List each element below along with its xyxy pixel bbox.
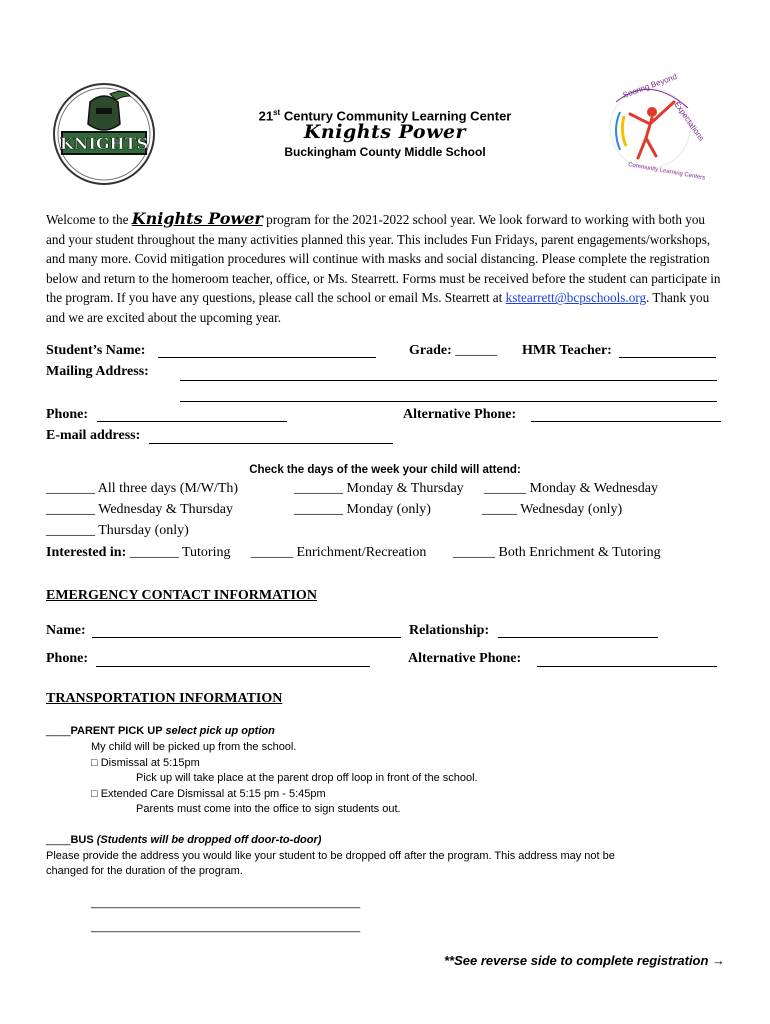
brand-inline: Knights Power (131, 209, 263, 228)
reverse-side-note: **See reverse side to complete registration → (444, 953, 726, 968)
transportation-heading: TRANSPORTATION INFORMATION (46, 691, 283, 706)
svg-text:Soaring Beyond: Soaring Beyond (621, 72, 679, 100)
emergency-alt-phone-field[interactable] (537, 666, 717, 667)
emergency-phone-field[interactable] (96, 666, 370, 667)
days-heading: Check the days of the week your child will attend: (249, 464, 521, 476)
pickup-option-dismissal-desc: Pick up will take place at the parent drop off loop in front of the school. (136, 772, 478, 784)
email-label: E-mail address: (46, 428, 141, 443)
alt-phone-label: Alternative Phone: (403, 407, 517, 422)
pickup-option-extended-care-desc: Parents must come into the office to sign students out. (136, 803, 401, 815)
interest-tutoring[interactable]: _______ Tutoring (126, 545, 231, 560)
bus-address-line-1[interactable]: ____________________________________________ (91, 897, 361, 909)
school-name: Buckingham County Middle School (284, 145, 486, 159)
option-monday-thursday[interactable]: _______ Monday & Thursday (294, 481, 464, 496)
email-field[interactable] (149, 443, 393, 444)
bus-instructions-2: changed for the duration of the program. (46, 865, 243, 877)
svg-text:Expectations: Expectations (672, 99, 706, 143)
interest-enrichment[interactable]: ______ Enrichment/Recreation (251, 545, 427, 560)
option-monday-wednesday[interactable]: ______ Monday & Wednesday (484, 481, 658, 496)
option-wednesday-only[interactable]: _____ Wednesday (only) (482, 502, 623, 517)
hmr-teacher-field[interactable] (619, 357, 716, 358)
mailing-address-field-1[interactable] (180, 380, 717, 381)
hmr-teacher-label: HMR Teacher: (522, 343, 612, 358)
emergency-phone-label: Phone: (46, 651, 89, 666)
bus-row[interactable]: ____BUS (Students will be dropped off door-to-door) (46, 834, 322, 846)
pickup-line-1: My child will be picked up from the school. (91, 741, 297, 753)
bus-address-line-2[interactable]: ____________________________________________ (91, 921, 361, 933)
interest-both[interactable]: ______ Both Enrichment & Tutoring (453, 545, 661, 560)
student-name-field[interactable] (158, 357, 376, 358)
phone-field[interactable] (97, 421, 287, 422)
option-wednesday-thursday[interactable]: _______ Wednesday & Thursday (46, 502, 233, 517)
alt-phone-field[interactable] (531, 421, 721, 422)
emergency-heading: EMERGENCY CONTACT INFORMATION (46, 588, 317, 603)
mailing-address-field-2[interactable] (180, 401, 717, 402)
program-title: 21st Century Community Learning Center (258, 108, 512, 124)
option-monday-only[interactable]: _______ Monday (only) (294, 502, 431, 517)
option-thursday-only[interactable]: _______ Thursday (only) (46, 523, 189, 538)
phone-label: Phone: (46, 407, 89, 422)
pickup-option-dismissal[interactable]: □ Dismissal at 5:15pm (91, 757, 200, 769)
parent-pickup-row[interactable]: ____PARENT PICK UP select pick up option (46, 725, 275, 737)
grade-label: Grade: ______ (409, 343, 498, 358)
svg-text:Community Learning Centers: Community Learning Centers (627, 162, 706, 182)
email-link[interactable]: kstearrett@bcpschools.org (505, 290, 647, 306)
emergency-name-field[interactable] (92, 637, 401, 638)
interested-in-row (46, 543, 230, 563)
pickup-option-extended-care[interactable]: □ Extended Care Dismissal at 5:15 pm - 5:45pm (91, 788, 326, 800)
relationship-label: Relationship: (409, 623, 490, 638)
emergency-name-label: Name: (46, 623, 86, 638)
option-all-three-days[interactable]: _______ All three days (M/W/Th) (46, 481, 239, 496)
student-name-label: Student’s Name: (46, 343, 146, 358)
bus-instructions-1: Please provide the address you would like your student to be dropped off after the program. This address may not be (46, 850, 615, 862)
intro-paragraph: Welcome to the Knights Power program for the 2021-2022 school year. We look forward to working with both you and your student throughout the many activities planned this year. This includes Fun Fridays, parent engagements/workshops, and many more. Covid mitigation procedures will continue with masks and social distancing. Please complete the registration below and return to the homeroom teacher, office, or Ms. Stearrett. Forms must be received before the student can participate in the program. If you have any questions, please call the school or email Ms. Stearrett at kstearrett@bcpschools.org. Thank you and we are excited about the upcoming year. (46, 209, 721, 325)
brand-title: Knights Power (303, 121, 467, 143)
emergency-alt-phone-label: Alternative Phone: (408, 651, 522, 666)
interested-label: Interested in: (46, 545, 127, 560)
mailing-address-label: Mailing Address: (46, 364, 149, 379)
svg-text:KNIGHTS: KNIGHTS (59, 134, 149, 153)
relationship-field[interactable] (498, 637, 658, 638)
